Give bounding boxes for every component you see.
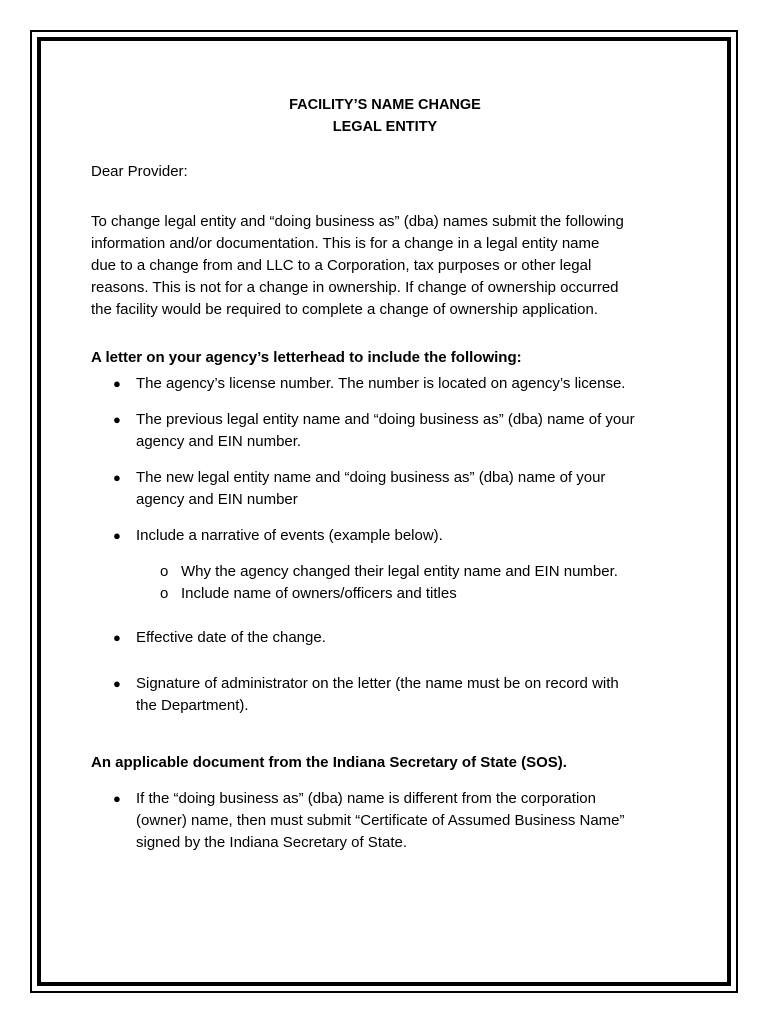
circle-bullet-icon: o — [160, 585, 169, 602]
list-item-line: Effective date of the change. — [136, 629, 326, 646]
sub-list-item: Why the agency changed their legal entity name and EIN number. — [181, 563, 618, 580]
list-item-line: The previous legal entity name and “doing business as” (dba) name of your — [136, 411, 635, 428]
list-item-line: If the “doing business as” (dba) name is different from the corporation — [136, 790, 596, 807]
bullet-icon: ● — [113, 676, 121, 691]
salutation: Dear Provider: — [91, 163, 188, 180]
intro-line: the facility would be required to complete a change of ownership application. — [91, 301, 598, 318]
intro-line: To change legal entity and “doing business as” (dba) names submit the following — [91, 213, 624, 230]
list-item-line: agency and EIN number — [136, 491, 298, 508]
sub-list-item: Include name of owners/officers and titles — [181, 585, 457, 602]
sos-section-heading: An applicable document from the Indiana Secretary of State (SOS). — [91, 754, 567, 771]
intro-line: information and/or documentation. This is for a change in a legal entity name — [91, 235, 600, 252]
bullet-icon: ● — [113, 470, 121, 485]
circle-bullet-icon: o — [160, 563, 169, 580]
intro-line: reasons. This is not for a change in ownership. If change of ownership occurred — [91, 279, 619, 296]
bullet-icon: ● — [113, 528, 121, 543]
bullet-icon: ● — [113, 412, 121, 427]
document-title: FACILITY’S NAME CHANGE — [289, 97, 481, 113]
document-subtitle: LEGAL ENTITY — [332, 119, 438, 135]
list-item-line: The new legal entity name and “doing business as” (dba) name of your — [136, 469, 606, 486]
bullet-icon: ● — [113, 376, 121, 391]
list-item-line: Include a narrative of events (example below). — [136, 527, 443, 544]
list-item-line: (owner) name, then must submit “Certificate of Assumed Business Name” — [136, 812, 625, 829]
list-item-line: Signature of administrator on the letter (the name must be on record with — [136, 675, 619, 692]
bullet-icon: ● — [113, 791, 121, 806]
list-item-line: signed by the Indiana Secretary of State. — [136, 834, 408, 851]
list-item-line: the Department). — [136, 697, 249, 714]
intro-line: due to a change from and LLC to a Corporation, tax purposes or other legal — [91, 257, 592, 274]
letter-section-heading: A letter on your agency’s letterhead to include the following: — [91, 349, 522, 366]
list-item-line: The agency’s license number. The number is located on agency’s license. — [136, 375, 626, 392]
list-item-line: agency and EIN number. — [136, 433, 302, 450]
bullet-icon: ● — [113, 630, 121, 645]
